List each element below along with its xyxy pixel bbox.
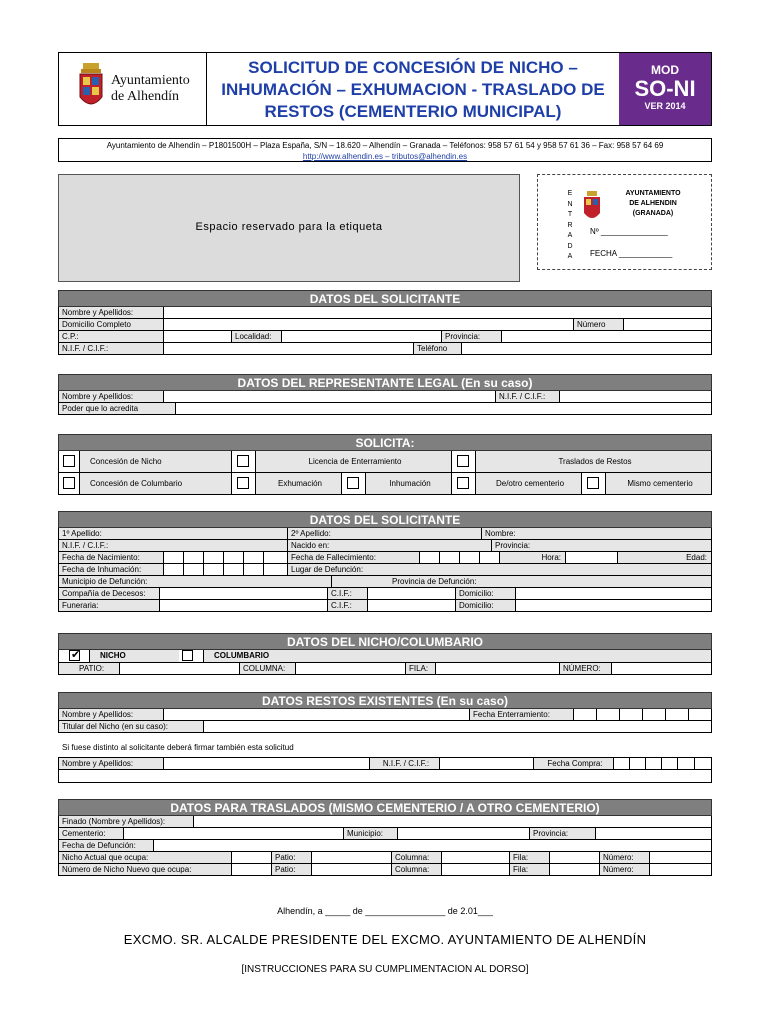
label-rep-power: Poder que lo acredita (59, 403, 175, 414)
cell-check-mismo (581, 473, 605, 494)
cell-check-licencia (231, 451, 255, 472)
label-number: Número (573, 319, 623, 330)
label-exhumacion: Exhumación (255, 473, 341, 494)
entry-stamp (537, 174, 712, 270)
label-surname2: 2º Apellido: (287, 528, 481, 539)
label-patio: PATIO: (59, 663, 119, 674)
label-burial-date: Fecha Enterramiento: (469, 709, 573, 720)
row-address (58, 319, 712, 331)
form-title (207, 57, 619, 123)
input-rep-power[interactable] (175, 403, 711, 414)
row-nif (58, 343, 712, 355)
input-address[interactable] (163, 319, 573, 330)
label-birth-date: Fecha de Nacimiento: (59, 552, 163, 563)
label-otro-cementerio: De/otro cementerio (475, 473, 581, 494)
section-remains-header: DATOS RESTOS EXISTENTES (En su caso) (58, 692, 712, 709)
label-purchase-date: Fecha Compra: (533, 758, 613, 769)
label-niche-number: NÚMERO: (559, 663, 611, 674)
section-niche-header: DATOS DEL NICHO/COLUMBARIO (58, 633, 712, 650)
input-province[interactable] (501, 331, 711, 342)
row-new-niche (58, 864, 712, 876)
stamp-title (610, 189, 696, 219)
date-digit[interactable] (665, 709, 688, 720)
label-transfer-death-date: Fecha de Defunción: (59, 840, 153, 851)
date-digit[interactable] (203, 552, 223, 563)
label-death-place: Lugar de Defunción: (287, 564, 711, 575)
website-link[interactable]: http://www.alhendin.es – tributos@alhendin.es (302, 152, 468, 161)
title-line-3: RESTOS (CEMENTERIO MUNICIPAL) (264, 102, 562, 121)
row-request-1 (58, 451, 712, 473)
label-birth-province: Provincia: (491, 540, 711, 551)
input-new-niche[interactable] (231, 864, 271, 875)
input-current-niche[interactable] (231, 852, 271, 863)
label-concesion-nicho: Concesión de Nicho (79, 451, 231, 472)
date-digit[interactable] (661, 758, 677, 769)
date-digit[interactable] (619, 709, 642, 720)
entrada-letters (566, 189, 574, 263)
label-insurance: Compañía de Decesos: (59, 588, 159, 599)
input-nif[interactable] (163, 343, 413, 354)
section-transfer-header: DATOS PARA TRASLADOS (MISMO CEMENTERIO / A OTRO CEMENTERIO) (58, 799, 712, 816)
entrada-letter: R (567, 221, 573, 229)
stamp-line-1: AYUNTAMIENTO (625, 190, 681, 197)
row-remains-name (58, 709, 712, 721)
input-funeral-address[interactable] (515, 600, 711, 611)
label-death-province: Provincia de Defunción: (331, 576, 711, 587)
label-funeral-home: Funeraria: (59, 600, 159, 611)
label-mismo-cementerio: Mismo cementerio (605, 473, 711, 494)
input-remains-name[interactable] (163, 709, 469, 720)
date-digit[interactable] (163, 564, 183, 575)
date-digit[interactable] (479, 552, 499, 563)
title-line-2: INHUMACIÓN – EXHUMACION - TRASLADO DE (221, 80, 605, 99)
checkbox-exhumacion[interactable] (237, 477, 249, 489)
date-digit[interactable] (203, 564, 223, 575)
coat-of-arms-icon (77, 63, 105, 113)
label-inhumation-date: Fecha de Inhumación: (59, 564, 163, 575)
label-traslados: Traslados de Restos (475, 451, 711, 472)
entrada-letter: A (567, 253, 573, 260)
input-niche-number[interactable] (611, 663, 711, 674)
label-new-patio: Patio: (271, 864, 311, 875)
input-insurance[interactable] (159, 588, 327, 599)
label-transfer-province: Provincia: (529, 828, 595, 839)
input-current-patio[interactable] (311, 852, 391, 863)
row-titular (58, 721, 712, 733)
label-insurance-cif: C.I.F.: (327, 588, 367, 599)
input-number[interactable] (623, 319, 711, 330)
input-insurance-cif[interactable] (367, 588, 455, 599)
label-new-column: Columna: (391, 864, 441, 875)
label-current-niche: Nicho Actual que ocupa: (59, 852, 231, 863)
label-area (58, 174, 520, 282)
label-new-number: Número: (599, 864, 649, 875)
cell-check-nicho (59, 451, 79, 472)
row-transfer-death-date (58, 840, 712, 852)
address-bar (58, 138, 712, 162)
label-death-date: Fecha de Fallecimiento: (287, 552, 419, 563)
checkbox-mismo-cementerio[interactable] (587, 477, 599, 489)
input-new-number[interactable] (649, 864, 711, 875)
cell-check-inhumacion (341, 473, 365, 494)
section-request-header: SOLICITA: (58, 434, 712, 451)
date-digit[interactable] (163, 552, 183, 563)
input-municipio[interactable] (397, 828, 529, 839)
label-concesion-columbario: Concesión de Columbario (79, 473, 231, 494)
label-current-patio: Patio: (271, 852, 311, 863)
row-locality (58, 331, 712, 343)
cell-check-traslados (451, 451, 475, 472)
input-new-row[interactable] (549, 864, 599, 875)
row-dates (58, 552, 712, 564)
label-funeral-cif: C.I.F.: (327, 600, 367, 611)
model-version: VER 2014 (644, 101, 686, 111)
label-new-row: Fila: (509, 864, 549, 875)
checkbox-concesion-nicho[interactable] (63, 455, 75, 467)
row-rep-power (58, 403, 712, 415)
label-licencia: Licencia de Enterramiento (255, 451, 451, 472)
entrada-letter: A (567, 232, 573, 239)
date-digit[interactable] (263, 552, 287, 563)
date-digit[interactable] (642, 709, 665, 720)
date-digit[interactable] (183, 552, 203, 563)
model-label: MOD (651, 63, 679, 77)
checkbox-columbario[interactable] (182, 650, 193, 661)
date-digit[interactable] (439, 552, 459, 563)
form-header (58, 52, 712, 126)
row-birth (58, 540, 712, 552)
input-columna[interactable] (295, 663, 405, 674)
logo-line-1: Ayuntamiento (111, 73, 190, 88)
input-patio[interactable] (119, 663, 239, 674)
row-request-2 (58, 473, 712, 495)
row-death-municipality (58, 576, 712, 588)
label-cp: C.P.: (59, 331, 163, 342)
stamp-number: Nº _______________ (590, 227, 668, 236)
date-digit[interactable] (263, 564, 287, 575)
input-titular[interactable] (203, 721, 711, 732)
model-badge (619, 53, 711, 125)
row-insurance (58, 588, 712, 600)
label-locality: Localidad: (231, 331, 281, 342)
row-rep-name (58, 391, 712, 403)
logo-line-2: de Alhendín (111, 89, 180, 104)
checkbox-nicho[interactable] (69, 650, 80, 661)
label-born-in: Nacido en: (287, 540, 491, 551)
entrada-letter: T (567, 211, 573, 218)
label-nif: N.I.F. / C.I.F.: (59, 343, 163, 354)
cell-check-columbario2 (179, 650, 203, 662)
checkbox-licencia[interactable] (237, 455, 249, 467)
input-holder-name[interactable] (163, 758, 369, 769)
label-rep-name: Nombre y Apellidos: (59, 391, 163, 402)
label-name: Nombre y Apellidos: (59, 307, 163, 318)
cell-check-otro (451, 473, 475, 494)
entrada-letter: N (567, 200, 573, 208)
label-current-column: Columna: (391, 852, 441, 863)
date-place-line: Alhendín, a _____ de ________________ de 2.01___ (277, 906, 493, 916)
stamp-line-2: DE ALHENDIN (629, 200, 677, 207)
row-holder (58, 757, 712, 770)
label-insurance-address: Domicilio: (455, 588, 515, 599)
input-fila[interactable] (435, 663, 559, 674)
logo-text (111, 73, 190, 105)
checkbox-otro-cementerio[interactable] (457, 477, 469, 489)
signature-note: Si fuese distinto al solicitante deberá firmar también esta solicitud (62, 743, 294, 752)
cell-check-columbario (59, 473, 79, 494)
date-digit[interactable] (419, 552, 439, 563)
date-digit[interactable] (183, 564, 203, 575)
input-rep-nif[interactable] (559, 391, 711, 402)
input-insurance-address[interactable] (515, 588, 711, 599)
input-finado[interactable] (193, 816, 711, 827)
cell-check-exhumacion (231, 473, 255, 494)
input-new-column[interactable] (441, 864, 509, 875)
date-digit[interactable] (223, 552, 243, 563)
input-current-number[interactable] (649, 852, 711, 863)
input-phone[interactable] (461, 343, 711, 354)
label-fila: FILA: (405, 663, 435, 674)
label-funeral-address: Domicilio: (455, 600, 515, 611)
label-current-row: Fila: (509, 852, 549, 863)
label-nicho: NICHO (89, 650, 179, 662)
row-transfer-finado (58, 816, 712, 828)
row-niche-location (58, 663, 712, 675)
checkbox-concesion-columbario[interactable] (63, 477, 75, 489)
label-death-municipality: Municipio de Defunción: (59, 576, 331, 587)
title-line-1: SOLICITUD DE CONCESIÓN DE NICHO – (248, 58, 578, 77)
date-digit[interactable] (596, 709, 619, 720)
date-digit[interactable] (677, 758, 694, 769)
label-municipio: Municipio: (343, 828, 397, 839)
label-new-niche: Número de Nicho Nuevo que ocupa: (59, 864, 231, 875)
label-current-number: Número: (599, 852, 649, 863)
input-name[interactable] (163, 307, 711, 318)
input-new-patio[interactable] (311, 864, 391, 875)
cell-check-niche (59, 650, 89, 662)
model-code: SO-NI (634, 76, 696, 101)
logo-area (59, 53, 207, 125)
row-niche-type (58, 650, 712, 663)
label-province: Provincia: (441, 331, 501, 342)
checkbox-inhumacion[interactable] (347, 477, 359, 489)
date-digit[interactable] (645, 758, 661, 769)
entrada-letter: E (567, 190, 573, 197)
input-rep-name[interactable] (163, 391, 495, 402)
stamp-line-3: (GRANADA) (632, 210, 674, 217)
date-digit[interactable] (459, 552, 479, 563)
input-cementerio[interactable] (123, 828, 343, 839)
row-transfer-cemetery (58, 828, 712, 840)
row-surnames (58, 528, 712, 540)
stamp-date: FECHA ____________ (590, 249, 673, 258)
row-current-niche (58, 852, 712, 864)
row-holder-extra[interactable] (58, 770, 712, 783)
input-locality[interactable] (281, 331, 441, 342)
label-rep-nif: N.I.F. / C.I.F.: (495, 391, 559, 402)
date-digit[interactable] (629, 758, 645, 769)
input-funeral-home[interactable] (159, 600, 327, 611)
row-name (58, 307, 712, 319)
input-hour[interactable] (565, 552, 617, 563)
label-age: Edad: (617, 552, 711, 563)
input-holder-nif[interactable] (439, 758, 533, 769)
label-columbario: COLUMBARIO (203, 650, 711, 662)
label-holder-nif: N.I.F. / C.I.F.: (369, 758, 439, 769)
date-digit[interactable] (613, 758, 629, 769)
label-address: Domicilio Completo (59, 319, 163, 330)
label-deceased-name: Nombre: (481, 528, 711, 539)
entrada-letter: D (567, 242, 573, 250)
label-hour: Hora: (499, 552, 565, 563)
date-digit[interactable] (223, 564, 243, 575)
input-funeral-cif[interactable] (367, 600, 455, 611)
date-digit[interactable] (243, 552, 263, 563)
stamp-crest-icon (582, 191, 602, 223)
label-area-text: Espacio reservado para la etiqueta (195, 221, 383, 233)
label-cementerio: Cementerio: (59, 828, 123, 839)
label-holder-name: Nombre y Apellidos: (59, 758, 163, 769)
input-current-column[interactable] (441, 852, 509, 863)
section-deceased-header: DATOS DEL SOLICITANTE (58, 511, 712, 528)
label-columna: COLUMNA: (239, 663, 295, 674)
label-phone: Teléfono (413, 343, 461, 354)
date-digit[interactable] (688, 709, 711, 720)
section-representative-header: DATOS DEL REPRESENTANTE LEGAL (En su caso) (58, 374, 712, 391)
address-line: Ayuntamiento de Alhendín – P1801500H – Plaza España, S/N – 18.620 – Alhendín – Granada – Teléfonos: 958 57 61 54 y 958 57 61 36 – Fax: 958 57 64 69 (106, 141, 664, 150)
label-remains-name: Nombre y Apellidos: (59, 709, 163, 720)
addressee: EXCMO. SR. ALCALDE PRESIDENTE DEL EXCMO. AYUNTAMIENTO DE ALHENDÍN (123, 932, 647, 947)
label-titular: Titular del Nicho (en su caso): (59, 721, 203, 732)
date-digit[interactable] (694, 758, 711, 769)
date-digit[interactable] (573, 709, 596, 720)
section-applicant-header: DATOS DEL SOLICITANTE (58, 290, 712, 307)
label-finado: Finado (Nombre y Apellidos): (59, 816, 193, 827)
checkbox-traslados[interactable] (457, 455, 469, 467)
input-current-row[interactable] (549, 852, 599, 863)
input-cp[interactable] (163, 331, 231, 342)
input-transfer-province[interactable] (595, 828, 711, 839)
label-inhumacion: Inhumación (365, 473, 451, 494)
date-digit[interactable] (243, 564, 263, 575)
input-transfer-death-date[interactable] (153, 840, 711, 851)
label-surname1: 1º Apellido: (59, 528, 287, 539)
instructions-note: [INSTRUCCIONES PARA SU CUMPLIMENTACION AL DORSO] (241, 964, 529, 975)
row-funeral-home (58, 600, 712, 612)
row-inhumation (58, 564, 712, 576)
label-deceased-nif: N.I.F. / C.I.F.: (59, 540, 287, 551)
